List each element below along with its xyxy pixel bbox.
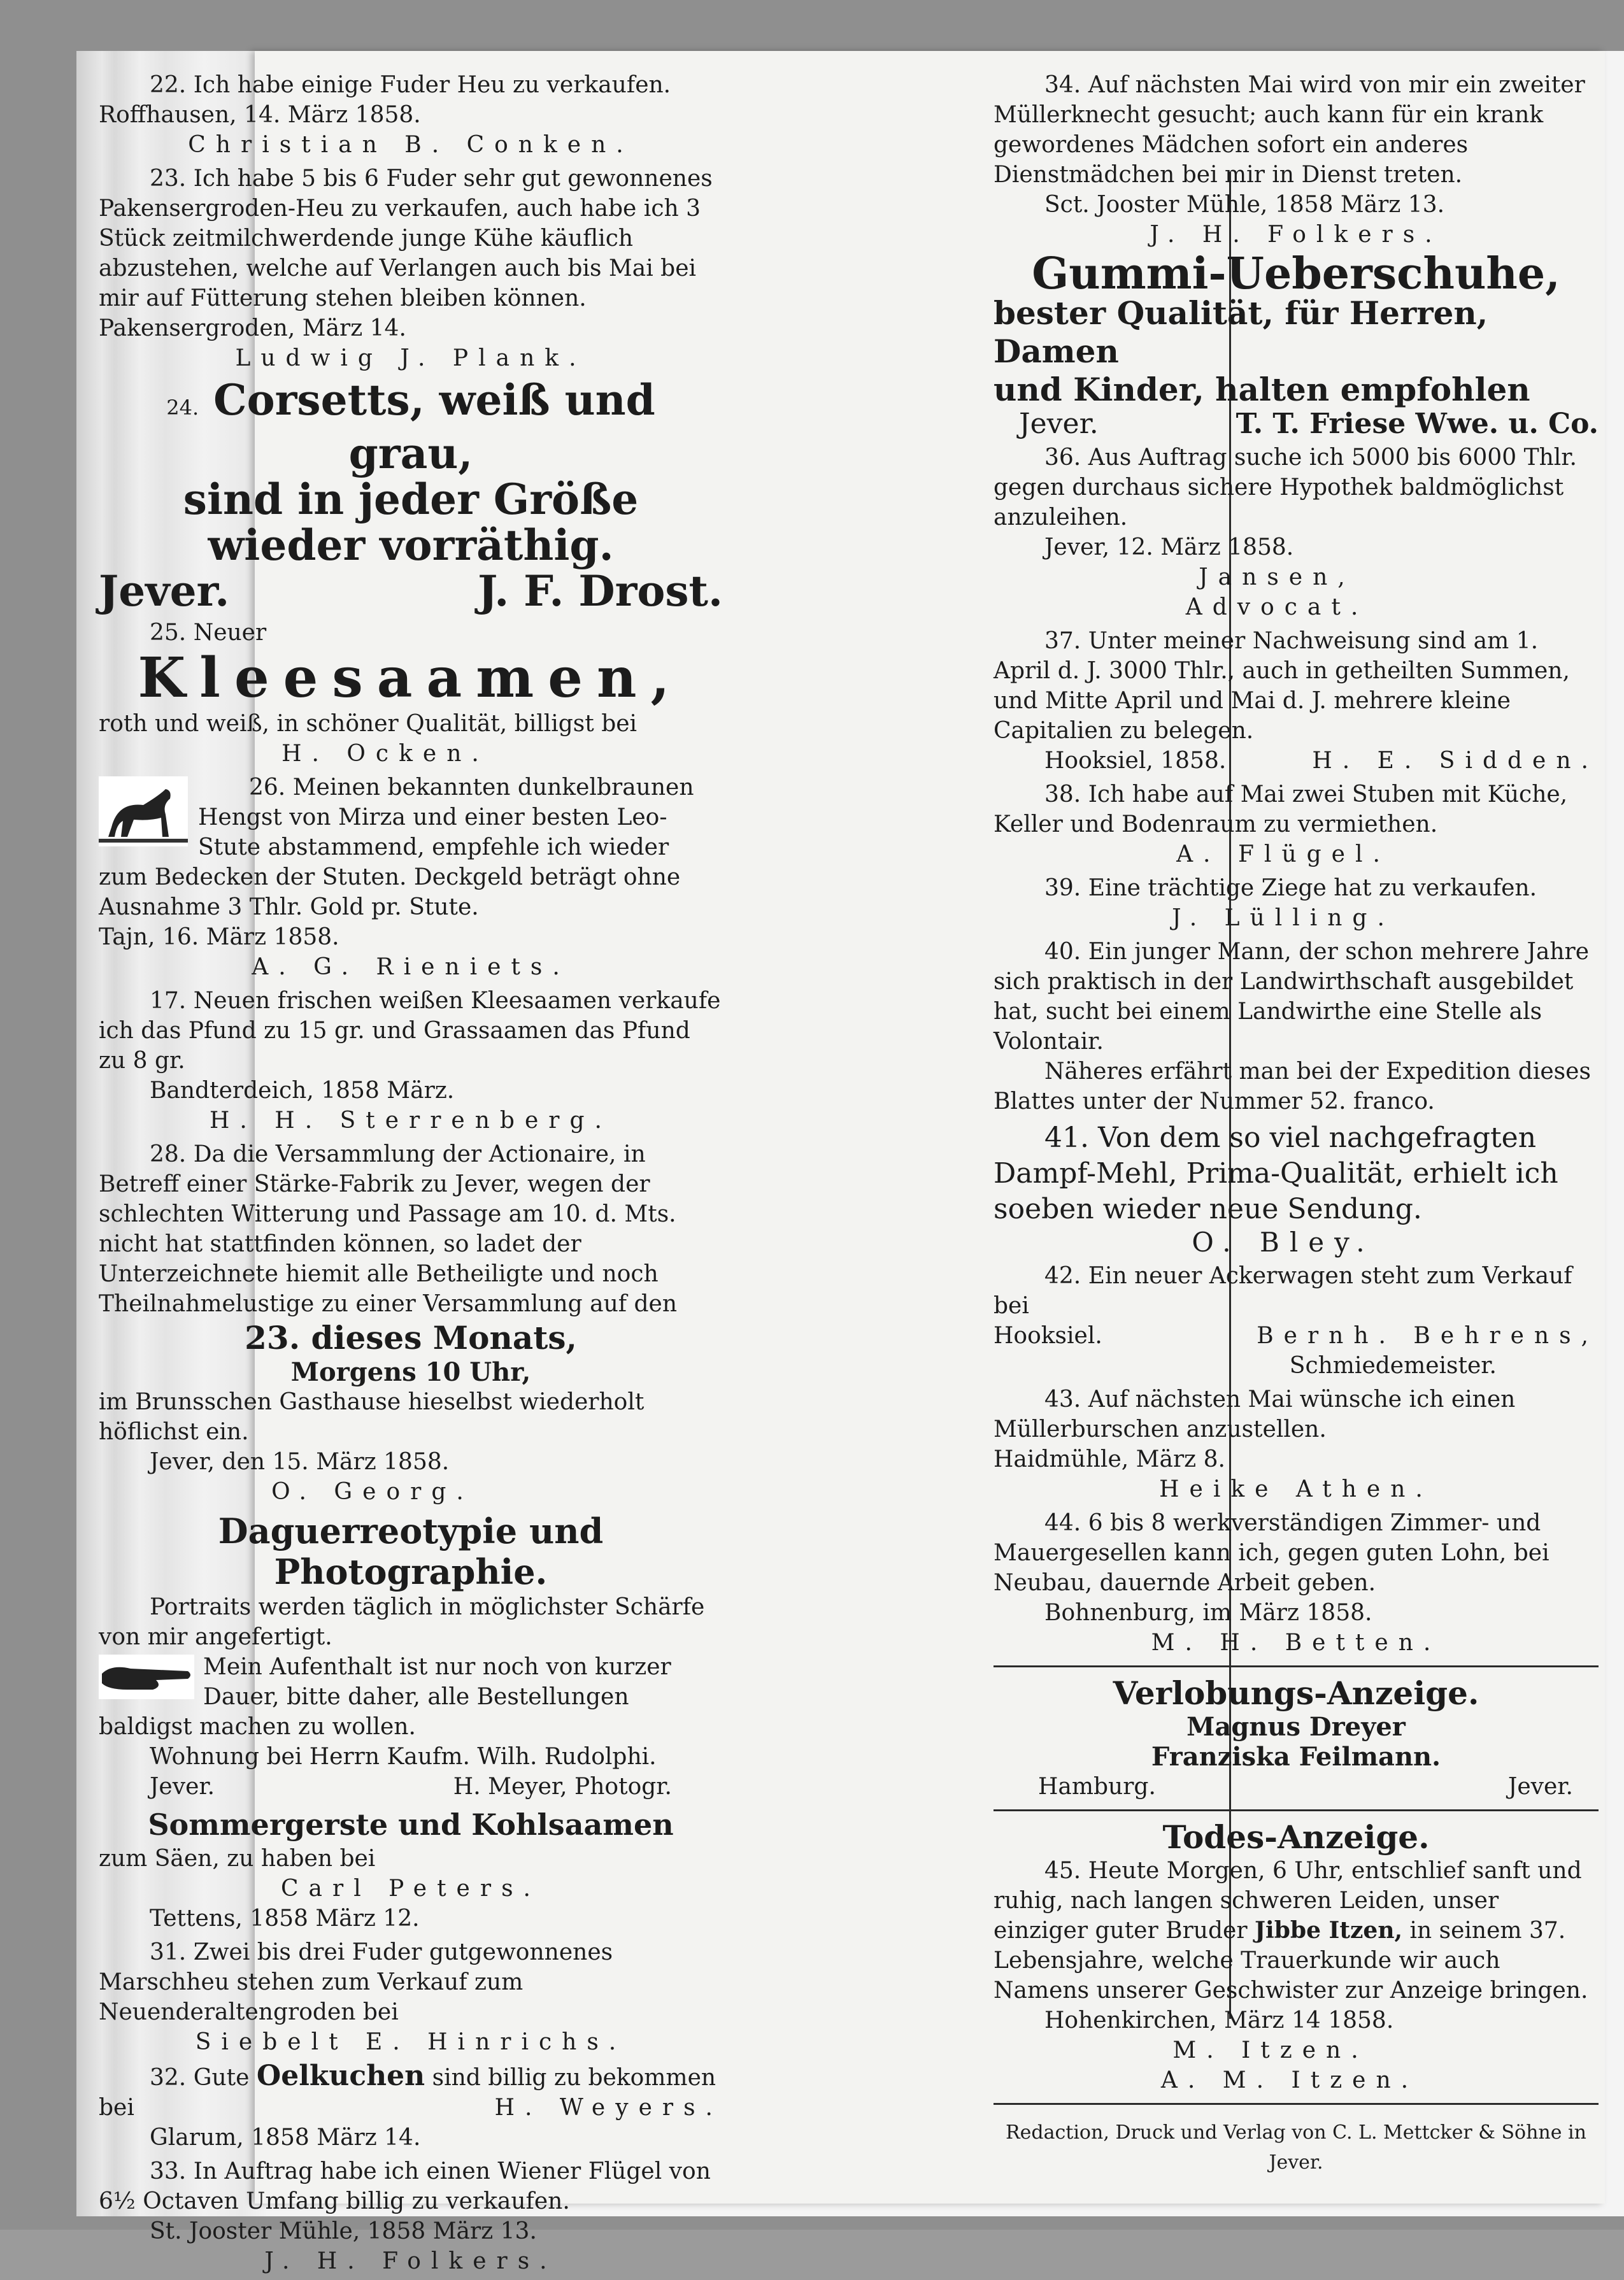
ad-41: 41. Von dem so viel nachgefragten Dampf-Mehl, Prima-Qualität, erhielt ich soeben wieder neue Sendung. O. Bley. xyxy=(994,1122,1558,1258)
left-column xyxy=(99,70,723,2280)
ad-34: 34. Auf nächsten Mai wird von mir ein zweiter Müllerknecht gesucht; auch kann für ein krank gewordenes Mädchen sofort ein anderes Dienstmädchen bei mir in Dienst treten. Sct. Jooster Mühle, 1858 März 13. J. H. Folkers. xyxy=(994,72,1585,248)
ad-39: 39. Eine trächtige Ziege hat zu verkaufen. J. Lülling. xyxy=(1044,875,1537,931)
ad-35-gummi: Gummi-Ueberschuhe, bester Qualität, für Herren, Damen und Kinder, halten empfohlen Jever. T. T. Friese Wwe. u. Co. xyxy=(994,248,1599,440)
rule-3 xyxy=(994,2103,1599,2105)
ad-26-hengst: 26. Meinen bekannten dunkelbraunen Hengst von Mirza und einer besten Leo-Stute abstammend, empfehle ich wieder zum Bedecken der Stuten. Deckgeld beträgt ohne Ausnahme 3 Thlr. Gold pr. Stute. Tajn, 16. März 1858. A. G. Rieniets. xyxy=(99,774,694,980)
horse-icon xyxy=(99,776,188,846)
rule-1 xyxy=(994,1665,1599,1667)
ad-38: 38. Ich habe auf Mai zwei Stuben mit Küche, Keller und Bodenraum zu vermiethen. A. Flügel. xyxy=(994,781,1568,867)
ad-17: 17. Neuen frischen weißen Kleesaamen verkaufe ich das Pfund zu 15 gr. und Grassaamen das Pfund zu 8 gr. Bandterdeich, 1858 März. H. H. Sterrenberg. xyxy=(99,988,721,1134)
ad-28: 28. Da die Versammlung der Actionaire, in Betreff einer Stärke-Fabrik zu Jever, wegen der schlechten Witterung und Passage am 10. d. Mts. nicht hat stattfinden können, so ladet der Unterzeichnete hiemit alle Betheiligte und noch Theilnahmelustige zu einer Versammlung auf den 23. dieses Monats, Morgens 10 Uhr, im Brunsschen Gasthause hieselbst wiederholt höflichst ein. Jever, den 15. März 1858. O. Georg. xyxy=(99,1141,678,1505)
verlobungs-anzeige: Verlobungs-Anzeige. Magnus Dreyer Franziska Feilmann. Hamburg. Jever. xyxy=(1038,1674,1573,1800)
ad-23: 23. Ich habe 5 bis 6 Fuder sehr gut gewonnenes Pakensergroden-Heu zu verkaufen, auch habe ich 3 Stück zeitmilchwerdende junge Kühe käuflich abzustehen, welche auf Verlangen auch bis Mai bei mir auf Fütterung stehen bleiben können. Pakensergroden, März 14. Ludwig J. Plank. xyxy=(99,166,713,371)
ad-33: 33. In Auftrag habe ich einen Wiener Flügel von 6½ Octaven Umfang billig zu verkaufen. St. Jooster Mühle, 1858 März 13. J. H. Folkers. xyxy=(99,2158,711,2274)
ad-44: 44. 6 bis 8 werkverständigen Zimmer- und Mauergesellen kann ich, gegen guten Lohn, bei Neubau, dauernde Arbeit geben. Bohnenburg, im März 1858. M. H. Betten. xyxy=(994,1510,1549,1656)
ad-32: 32. Gute Oelkuchen sind billig zu bekommen bei H. Weyers. Glarum, 1858 März 14. xyxy=(99,2060,723,2151)
right-column xyxy=(994,70,1599,2177)
ad-43: 43. Auf nächsten Mai wünsche ich einen Müllerburschen anzustellen. Haidmühle, März 8. Heike Athen. xyxy=(994,1386,1516,1502)
ad-42: 42. Ein neuer Ackerwagen steht zum Verkauf bei Hooksiel. Bernh. Behrens, Schmiedemeister. xyxy=(994,1263,1599,1379)
ad-photographie: Daguerreotypie und Photographie. Portraits werden täglich in möglichster Schärfe von mir angefertigt. Mein Aufenthalt ist nur noch von kurzer Dauer, bitte daher, alle Bestellungen baldigst machen zu wollen. Wohnung bei Herrn Kaufm. Wilh. Rudolphi. Jever. H. Meyer, Photogr. xyxy=(99,1511,705,1800)
ad-25-kleesaamen: 25. Neuer Kleesaamen, roth und weiß, in schöner Qualität, billigst bei H. Ocken. xyxy=(99,620,684,767)
pointing-hand-icon xyxy=(99,1655,194,1699)
ad-sommergerste: Sommergerste und Kohlsaamen zum Säen, zu haben bei Carl Peters. Tettens, 1858 März 12. xyxy=(99,1807,674,1932)
ad-24-corsetts: 24. Corsetts, weiß und grau, sind in jeder Größe wieder vorräthig. Jever. J. F. Drost. xyxy=(99,375,723,616)
ad-31: 31. Zwei bis drei Fuder gutgewonnenes Marschheu stehen zum Verkauf zum Neuenderaltengroden bei Siebelt E. Hinrichs. xyxy=(99,1939,627,2055)
rule-2 xyxy=(994,1809,1599,1811)
ad-22: 22. Ich habe einige Fuder Heu zu verkaufen. Roffhausen, 14. März 1858. Christian B. Conken. xyxy=(99,72,671,158)
imprint: Redaction, Druck und Verlag von C. L. Mettcker & Söhne in Jever. xyxy=(1006,2121,1586,2174)
ad-36: 36. Aus Auftrag suche ich 5000 bis 6000 Thlr. gegen durchaus sichere Hypothek baldmöglichst anzuleihen. Jever, 12. März 1858. Jansen, Advocat. xyxy=(994,445,1577,620)
ad-37: 37. Unter meiner Nachweisung sind am 1. April d. J. 3000 Thlr., auch in getheilten Summen, und Mitte April und Mai d. J. mehrere kleine Capitalien zu belegen. Hooksiel, 1858. H. E. Sidden. xyxy=(994,628,1599,774)
todes-anzeige: Todes-Anzeige. 45. Heute Morgen, 6 Uhr, entschlief sanft und ruhig, nach langen schweren Leiden, unser einziger guter Bruder Jibbe Itzen, in seinem 37. Lebensjahre, welche Trauerkunde wir auch Namens unserer Geschwister zur Anzeige bringen. Hohenkirchen, März 14 1858. M. Itzen. A. M. Itzen. xyxy=(994,1818,1588,2093)
ad-40: 40. Ein junger Mann, der schon mehrere Jahre sich praktisch in der Landwirthschaft ausgebildet hat, sucht bei einem Landwirthe eine Stelle als Volontair. Näheres erfährt man bei der Expedition dieses Blattes unter der Nummer 52. franco. xyxy=(994,939,1591,1115)
